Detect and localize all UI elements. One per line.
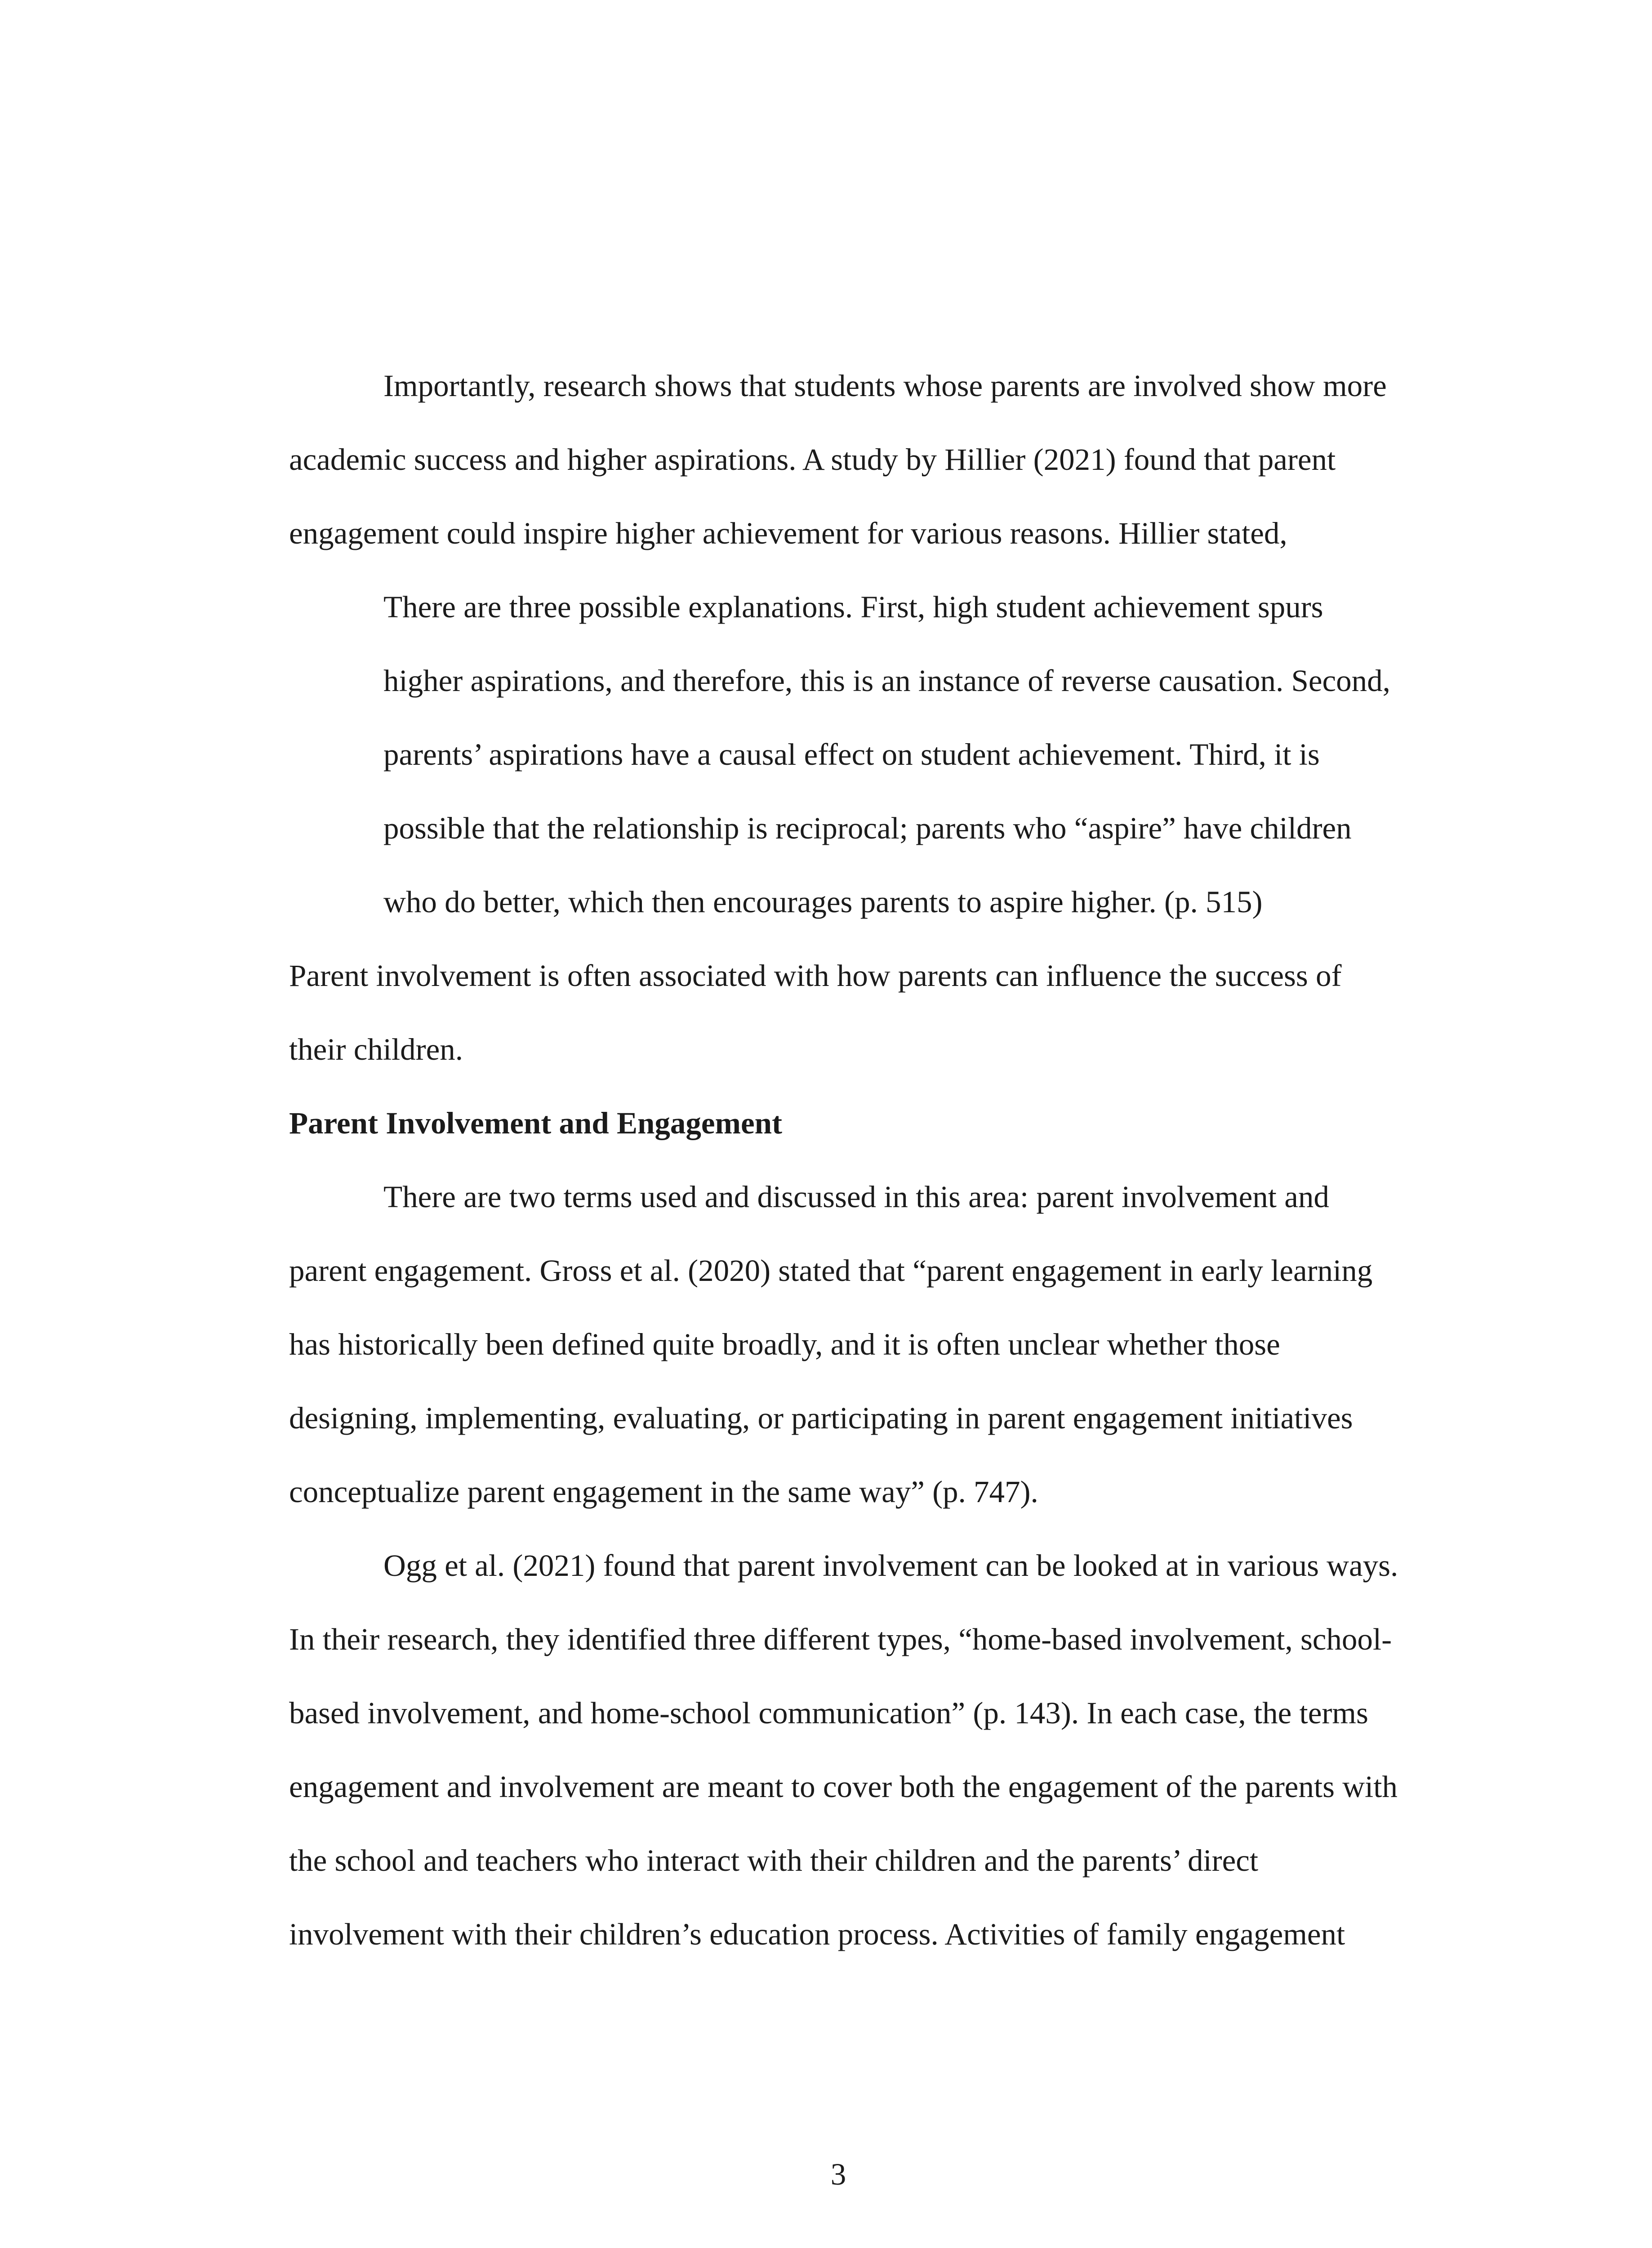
paragraph-3-line-3: has historically been defined quite broadly, and it is often unclear whether those: [289, 1327, 1280, 1361]
paragraph-2-line-2: their children.: [289, 1032, 463, 1066]
page-number: 3: [830, 2157, 846, 2191]
block-quote-line-5: who do better, which then encourages parents to aspire higher. (p. 515): [383, 885, 1263, 919]
block-quote-line-1: There are three possible explanations. First, high student achievement spurs: [383, 590, 1323, 624]
block-quote-line-2: higher aspirations, and therefore, this is an instance of reverse causation. Second,: [383, 664, 1390, 698]
paragraph-2-line-1: Parent involvement is often associated with how parents can influence the success of: [289, 959, 1342, 993]
paragraph-1-line-1: Importantly, research shows that students whose parents are involved show more: [383, 369, 1387, 403]
paragraph-4-line-3: based involvement, and home-school communication” (p. 143). In each case, the terms: [289, 1696, 1368, 1730]
section-heading: Parent Involvement and Engagement: [289, 1106, 782, 1140]
block-quote-line-4: possible that the relationship is reciprocal; parents who “aspire” have children: [383, 811, 1352, 845]
paragraph-3-line-1: There are two terms used and discussed in this area: parent involvement and: [383, 1180, 1329, 1214]
paragraph-3-line-4: designing, implementing, evaluating, or participating in parent engagement initiatives: [289, 1401, 1353, 1435]
paragraph-3-line-5: conceptualize parent engagement in the same way” (p. 747).: [289, 1475, 1038, 1509]
block-quote-line-3: parents’ aspirations have a causal effect on student achievement. Third, it is: [383, 737, 1320, 772]
paragraph-4-line-2: In their research, they identified three different types, “home-based involvement, school-: [289, 1622, 1392, 1656]
paragraph-1-line-3: engagement could inspire higher achievement for various reasons. Hillier stated,: [289, 516, 1287, 550]
paragraph-4-line-5: the school and teachers who interact with their children and the parents’ direct: [289, 1843, 1259, 1878]
paragraph-4-line-1: Ogg et al. (2021) found that parent involvement can be looked at in various ways.: [383, 1548, 1398, 1583]
paragraph-4-line-4: engagement and involvement are meant to cover both the engagement of the parents with: [289, 1770, 1398, 1804]
paragraph-3-line-2: parent engagement. Gross et al. (2020) stated that “parent engagement in early learning: [289, 1253, 1373, 1288]
paragraph-4-line-6: involvement with their children’s education process. Activities of family engagement: [289, 1917, 1345, 1951]
paragraph-1-line-2: academic success and higher aspirations. A study by Hillier (2021) found that parent: [289, 442, 1336, 477]
